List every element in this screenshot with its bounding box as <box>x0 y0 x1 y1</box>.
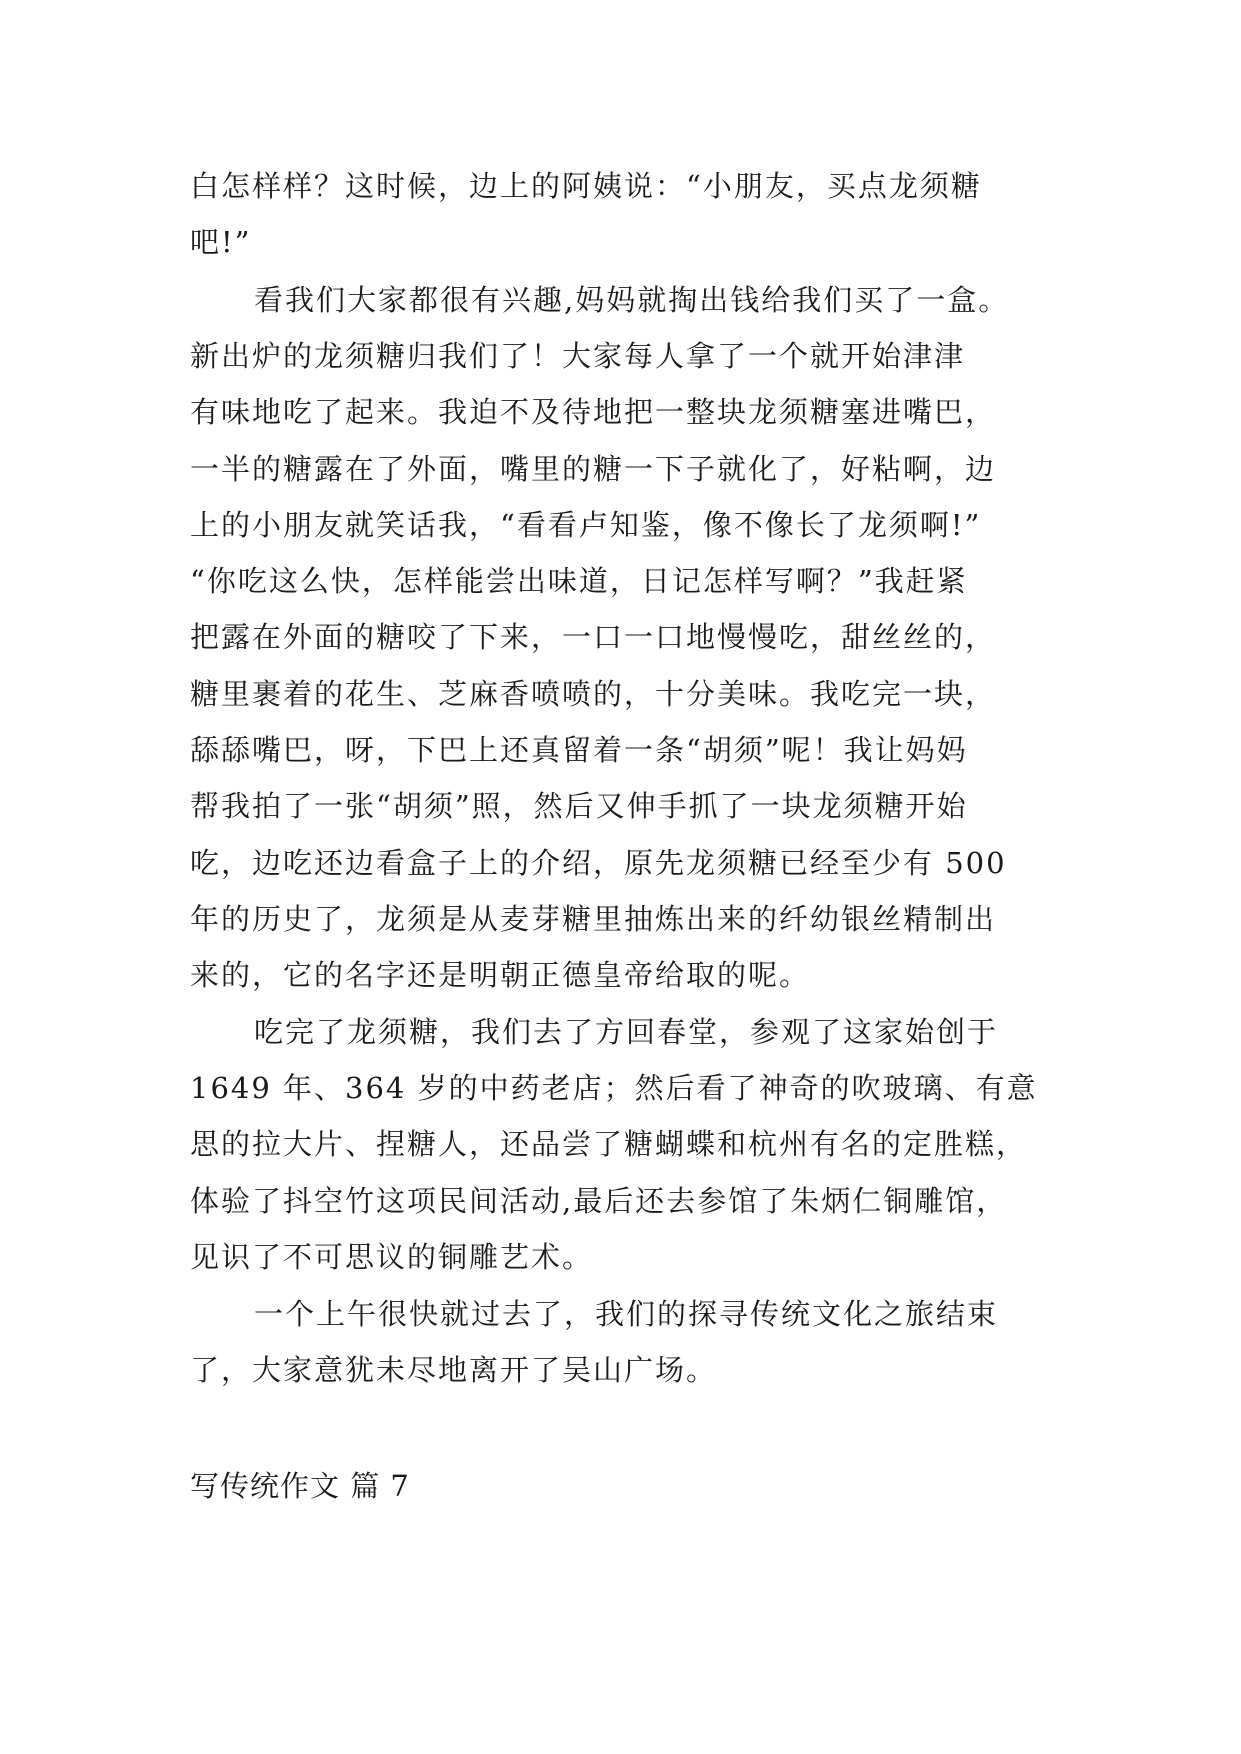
text-line-12: 帮我拍了一张“胡须”照，然后又伸手抓了一块龙须糖开始 <box>190 789 968 823</box>
section-heading: 写传统作文 篇 7 <box>190 1469 410 1503</box>
text-line-13: 吃，边吃还边看盒子上的介绍，原先龙须糖已经至少有 500 <box>190 846 1007 880</box>
text-line-10: 糖里裹着的花生、芝麻香喷喷的，十分美味。我吃完一块， <box>190 677 997 711</box>
text-line-21: 一个上午很快就过去了，我们的探寻传统文化之旅结束 <box>254 1297 999 1331</box>
text-line-1: 白怎样样？这时候，边上的阿姨说：“小朋友，买点龙须糖 <box>190 169 982 203</box>
text-line-8: “你吃这么快，怎样能尝出味道，日记怎样写啊？”我赶紧 <box>190 564 968 598</box>
text-line-2: 吧!” <box>190 225 252 259</box>
text-line-14: 年的历史了，龙须是从麦芽糖里抽炼出来的纤幼银丝精制出 <box>190 902 997 936</box>
text-line-15: 来的，它的名字还是明朝正德皇帝给取的呢。 <box>190 958 811 992</box>
text-line-5: 有味地吃了起来。我迫不及待地把一整块龙须糖塞进嘴巴， <box>190 395 997 429</box>
text-line-16: 吃完了龙须糖，我们去了方回春堂，参观了这家始创于 <box>254 1015 999 1049</box>
text-line-6: 一半的糖露在了外面，嘴里的糖一下子就化了，好粘啊，边 <box>190 452 997 486</box>
text-line-4: 新出炉的龙须糖归我们了！大家每人拿了一个就开始津津 <box>190 339 966 373</box>
text-line-3: 看我们大家都很有兴趣,妈妈就掏出钱给我们买了一盒。 <box>254 283 1010 317</box>
text-line-20: 见识了不可思议的铜雕艺术。 <box>190 1240 594 1274</box>
text-line-22: 了，大家意犹未尽地离开了吴山广场。 <box>190 1353 718 1387</box>
text-line-17: 1649 年、364 岁的中药老店；然后看了神奇的吹玻璃、有意 <box>190 1071 1038 1105</box>
text-line-7: 上的小朋友就笑话我，“看看卢知鉴，像不像长了龙须啊!” <box>190 508 982 542</box>
text-line-11: 舔舔嘴巴，呀，下巴上还真留着一条“胡须”呢！我让妈妈 <box>190 733 968 767</box>
text-line-9: 把露在外面的糖咬了下来，一口一口地慢慢吃，甜丝丝的， <box>190 620 997 654</box>
text-line-18: 思的拉大片、捏糖人，还品尝了糖蝴蝶和杭州有名的定胜糕， <box>190 1127 1028 1161</box>
text-line-19: 体验了抖空竹这项民间活动,最后还去参馆了朱炳仁铜雕馆， <box>190 1184 1008 1218</box>
